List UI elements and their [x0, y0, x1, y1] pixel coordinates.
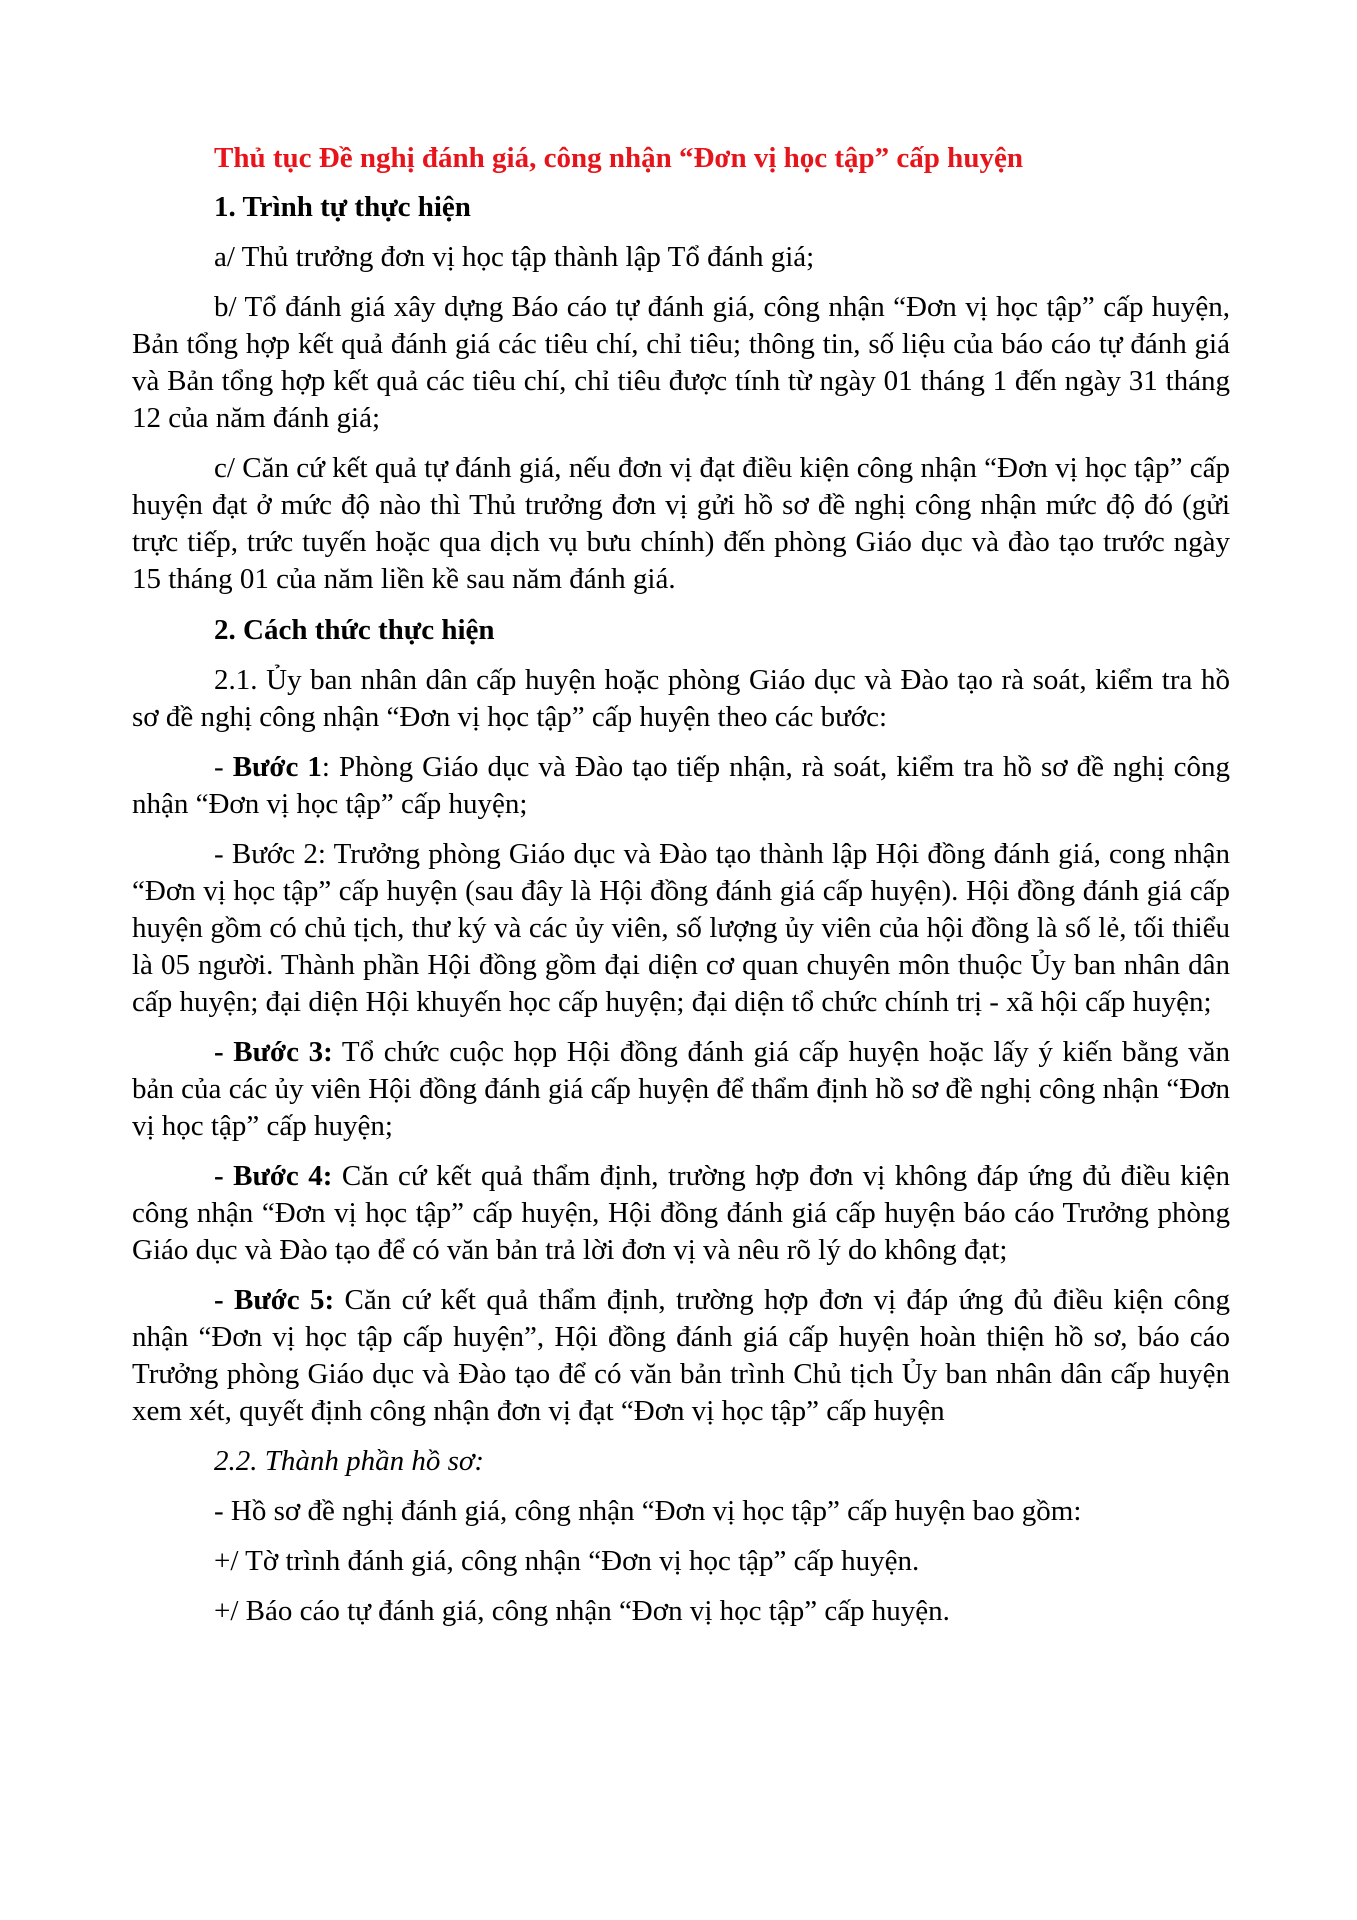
- section-2-heading: 2. Cách thức thực hiện: [214, 614, 495, 646]
- step-5-paragraph: [132, 1282, 1230, 1430]
- step-1-text: : Phòng Giáo dục và Đào tạo tiếp nhận, rà soát, kiểm tra hồ sơ đề nghị công nhận “Đơn vị học tập” cấp huyện;: [132, 751, 1230, 820]
- step-2-paragraph: - Bước 2: Trưởng phòng Giáo dục và Đào tạo thành lập Hội đồng đánh giá, cong nhận “Đơn vị học tập” cấp huyện (sau đây là Hội đồng đánh giá cấp huyện). Hội đồng đánh giá cấp huyện gồm có chủ tịch, thư ký và các ủy viên, số lượng ủy viên của hội đồng là số lẻ, tối thiểu là 05 người. Thành phần Hội đồng gồm đại diện cơ quan chuyên môn thuộc Ủy ban nhân dân cấp huyện; đại diện Hội khuyến học cấp huyện; đại diện tổ chức chính trị - xã hội cấp huyện;: [132, 838, 1230, 1018]
- section-1-item-a: a/ Thủ trưởng đơn vị học tập thành lập Tổ đánh giá;: [214, 241, 815, 273]
- section-1-item-c: c/ Căn cứ kết quả tự đánh giá, nếu đơn vị đạt điều kiện công nhận “Đơn vị học tập” cấp huyện đạt ở mức độ nào thì Thủ trưởng đơn vị gửi hồ sơ đề nghị công nhận mức độ đó (gửi trực tiếp, trức tuyến hoặc qua dịch vụ bưu chính) đến phòng Giáo dục và đào tạo trước ngày 15 tháng 01 của năm liền kề sau năm đánh giá.: [132, 452, 1230, 595]
- step-4-paragraph: [132, 1158, 1230, 1269]
- section-2-intro: 2.1. Ủy ban nhân dân cấp huyện hoặc phòng Giáo dục và Đào tạo rà soát, kiểm tra hồ sơ đề nghị công nhận “Đơn vị học tập” cấp huyện theo các bước:: [132, 664, 1230, 733]
- document-page: [132, 140, 1230, 1643]
- step-4-text: Căn cứ kết quả thẩm định, trường hợp đơn vị không đáp ứng đủ điều kiện công nhận “Đơn vị học tập” cấp huyện, Hội đồng đánh giá cấp huyện báo cáo Trưởng phòng Giáo dục và Đào tạo để có văn bản trả lời đơn vị và nêu rõ lý do không đạt;: [132, 1160, 1230, 1266]
- step-5-label: - Bước 5:: [214, 1284, 335, 1316]
- step-4-label: - Bước 4:: [214, 1160, 333, 1192]
- dossier-item-2: +/ Báo cáo tự đánh giá, công nhận “Đơn vị học tập” cấp huyện.: [214, 1595, 950, 1627]
- dossier-intro: - Hồ sơ đề nghị đánh giá, công nhận “Đơn vị học tập” cấp huyện bao gồm:: [214, 1495, 1082, 1527]
- document-title: Thủ tục Đề nghị đánh giá, công nhận “Đơn vị học tập” cấp huyện: [214, 142, 1023, 174]
- step-1-label: Bước 1: [232, 751, 322, 783]
- step-1-paragraph: - Bước 1: Phòng Giáo dục và Đào tạo tiếp nhận, rà soát, kiểm tra hồ sơ đề nghị công nhận “Đơn vị học tập” cấp huyện;: [132, 751, 1230, 820]
- section-2-2-subheading: 2.2. Thành phần hồ sơ:: [214, 1445, 485, 1477]
- step-5-text: Căn cứ kết quả thẩm định, trường hợp đơn vị đáp ứng đủ điều kiện công nhận “Đơn vị học tập cấp huyện”, Hội đồng đánh giá cấp huyện hoàn thiện hồ sơ, báo cáo Trưởng phòng Giáo dục và Đào tạo để có văn bản trình Chủ tịch Ủy ban nhân dân cấp huyện xem xét, quyết định công nhận đơn vị đạt “Đơn vị học tập” cấp huyện: [132, 1284, 1230, 1427]
- step-3-text: Tổ chức cuộc họp Hội đồng đánh giá cấp huyện hoặc lấy ý kiến bằng văn bản của các ủy viên Hội đồng đánh giá cấp huyện để thẩm định hồ sơ đề nghị công nhận “Đơn vị học tập” cấp huyện;: [132, 1036, 1230, 1142]
- step-3-label: - Bước 3:: [214, 1036, 333, 1068]
- dossier-item-1: +/ Tờ trình đánh giá, công nhận “Đơn vị học tập” cấp huyện.: [214, 1545, 920, 1577]
- section-1-heading: 1. Trình tự thực hiện: [214, 191, 471, 223]
- section-1-item-b: b/ Tổ đánh giá xây dựng Báo cáo tự đánh giá, công nhận “Đơn vị học tập” cấp huyện, Bản tổng hợp kết quả đánh giá các tiêu chí, chỉ tiêu; thông tin, số liệu của báo cáo tự đánh giá và Bản tổng hợp kết quả các tiêu chí, chỉ tiêu được tính từ ngày 01 tháng 1 đến ngày 31 tháng 12 của năm đánh giá;: [132, 291, 1230, 434]
- step-3-paragraph: [132, 1034, 1230, 1145]
